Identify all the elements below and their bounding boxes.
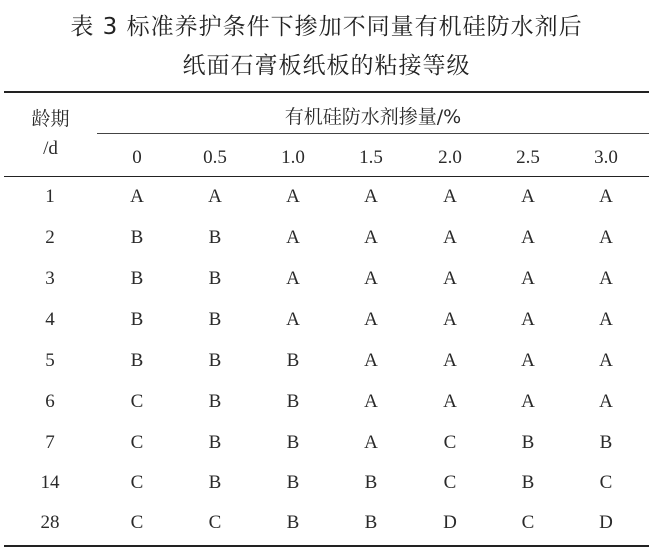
grade-cell: B	[286, 350, 300, 371]
grade-cell: B	[130, 309, 144, 330]
grade-cell: B	[208, 268, 222, 289]
grade-cell: A	[286, 268, 300, 289]
grade-cell: B	[130, 227, 144, 248]
grade-cell: B	[364, 472, 378, 493]
span-header-rule	[97, 133, 649, 134]
grade-cell: A	[364, 350, 378, 371]
grade-cell: C	[599, 472, 613, 493]
grade-cell: B	[521, 472, 535, 493]
grade-cell: B	[286, 391, 300, 412]
grade-cell: A	[521, 309, 535, 330]
grade-cell: B	[286, 432, 300, 453]
grade-cell: B	[286, 472, 300, 493]
grade-cell: A	[286, 309, 300, 330]
dosage-header-cell: 3.0	[594, 147, 618, 168]
age-cell: 5	[45, 350, 55, 371]
table-title-line-1: 表 3 标准养护条件下掺加不同量有机硅防水剂后	[70, 14, 583, 40]
grade-cell: A	[521, 186, 535, 207]
grade-cell: B	[208, 350, 222, 371]
grade-cell: C	[521, 512, 535, 533]
grade-cell: A	[599, 268, 613, 289]
grade-cell: A	[364, 227, 378, 248]
grade-cell: A	[521, 350, 535, 371]
age-cell: 1	[45, 186, 55, 207]
grade-cell: A	[443, 227, 457, 248]
dosage-header-cell: 0.5	[203, 147, 227, 168]
grade-cell: A	[599, 350, 613, 371]
grade-cell: A	[443, 350, 457, 371]
grade-cell: A	[599, 186, 613, 207]
grade-cell: C	[130, 472, 144, 493]
dosage-span-header: 有机硅防水剂掺量/%	[284, 106, 462, 128]
grade-cell: B	[521, 432, 535, 453]
age-cell: 2	[45, 227, 55, 248]
grade-cell: A	[599, 309, 613, 330]
grade-cell: C	[443, 472, 457, 493]
dosage-header-cell: 0	[132, 147, 142, 168]
grade-cell: C	[130, 432, 144, 453]
grade-cell: A	[364, 309, 378, 330]
grade-cell: B	[208, 227, 222, 248]
stub-header-unit: /d	[43, 138, 58, 159]
grade-cell: B	[208, 391, 222, 412]
dosage-header-cell: 2.5	[516, 147, 540, 168]
age-cell: 14	[40, 472, 60, 493]
grade-cell: A	[364, 186, 378, 207]
dosage-header-cell: 1.5	[359, 147, 383, 168]
grade-cell: A	[286, 186, 300, 207]
grade-cell: B	[130, 350, 144, 371]
table-title-line-2: 纸面石膏板纸板的粘接等级	[182, 53, 471, 79]
grade-cell: C	[130, 512, 144, 533]
grade-cell: A	[443, 309, 457, 330]
grade-cell: D	[443, 512, 457, 533]
grade-cell: A	[521, 227, 535, 248]
grade-cell: B	[599, 432, 613, 453]
table-bottom-rule	[4, 545, 649, 547]
age-cell: 3	[45, 268, 55, 289]
grade-cell: B	[286, 512, 300, 533]
age-cell: 4	[45, 309, 55, 330]
grade-cell: A	[599, 227, 613, 248]
grade-cell: A	[364, 432, 378, 453]
grade-cell: B	[208, 309, 222, 330]
dosage-header-cell: 2.0	[438, 147, 462, 168]
grade-cell: A	[521, 391, 535, 412]
table-top-rule	[4, 91, 649, 93]
dosage-header-cell: 1.0	[281, 147, 305, 168]
grade-cell: A	[364, 391, 378, 412]
header-bottom-rule	[4, 176, 649, 177]
grade-cell: B	[364, 512, 378, 533]
grade-cell: A	[443, 268, 457, 289]
grade-cell: C	[443, 432, 457, 453]
grade-cell: A	[364, 268, 378, 289]
age-cell: 7	[45, 432, 55, 453]
stub-header-age: 龄期	[31, 108, 70, 130]
grade-cell: A	[130, 186, 144, 207]
grade-cell: A	[599, 391, 613, 412]
grade-cell: A	[208, 186, 222, 207]
grade-cell: A	[443, 186, 457, 207]
grade-cell: D	[599, 512, 613, 533]
grade-cell: B	[130, 268, 144, 289]
grade-cell: C	[208, 512, 222, 533]
age-cell: 28	[40, 512, 60, 533]
grade-cell: B	[208, 472, 222, 493]
grade-cell: A	[521, 268, 535, 289]
grade-cell: A	[443, 391, 457, 412]
grade-cell: B	[208, 432, 222, 453]
grade-cell: C	[130, 391, 144, 412]
grade-cell: A	[286, 227, 300, 248]
age-cell: 6	[45, 391, 55, 412]
